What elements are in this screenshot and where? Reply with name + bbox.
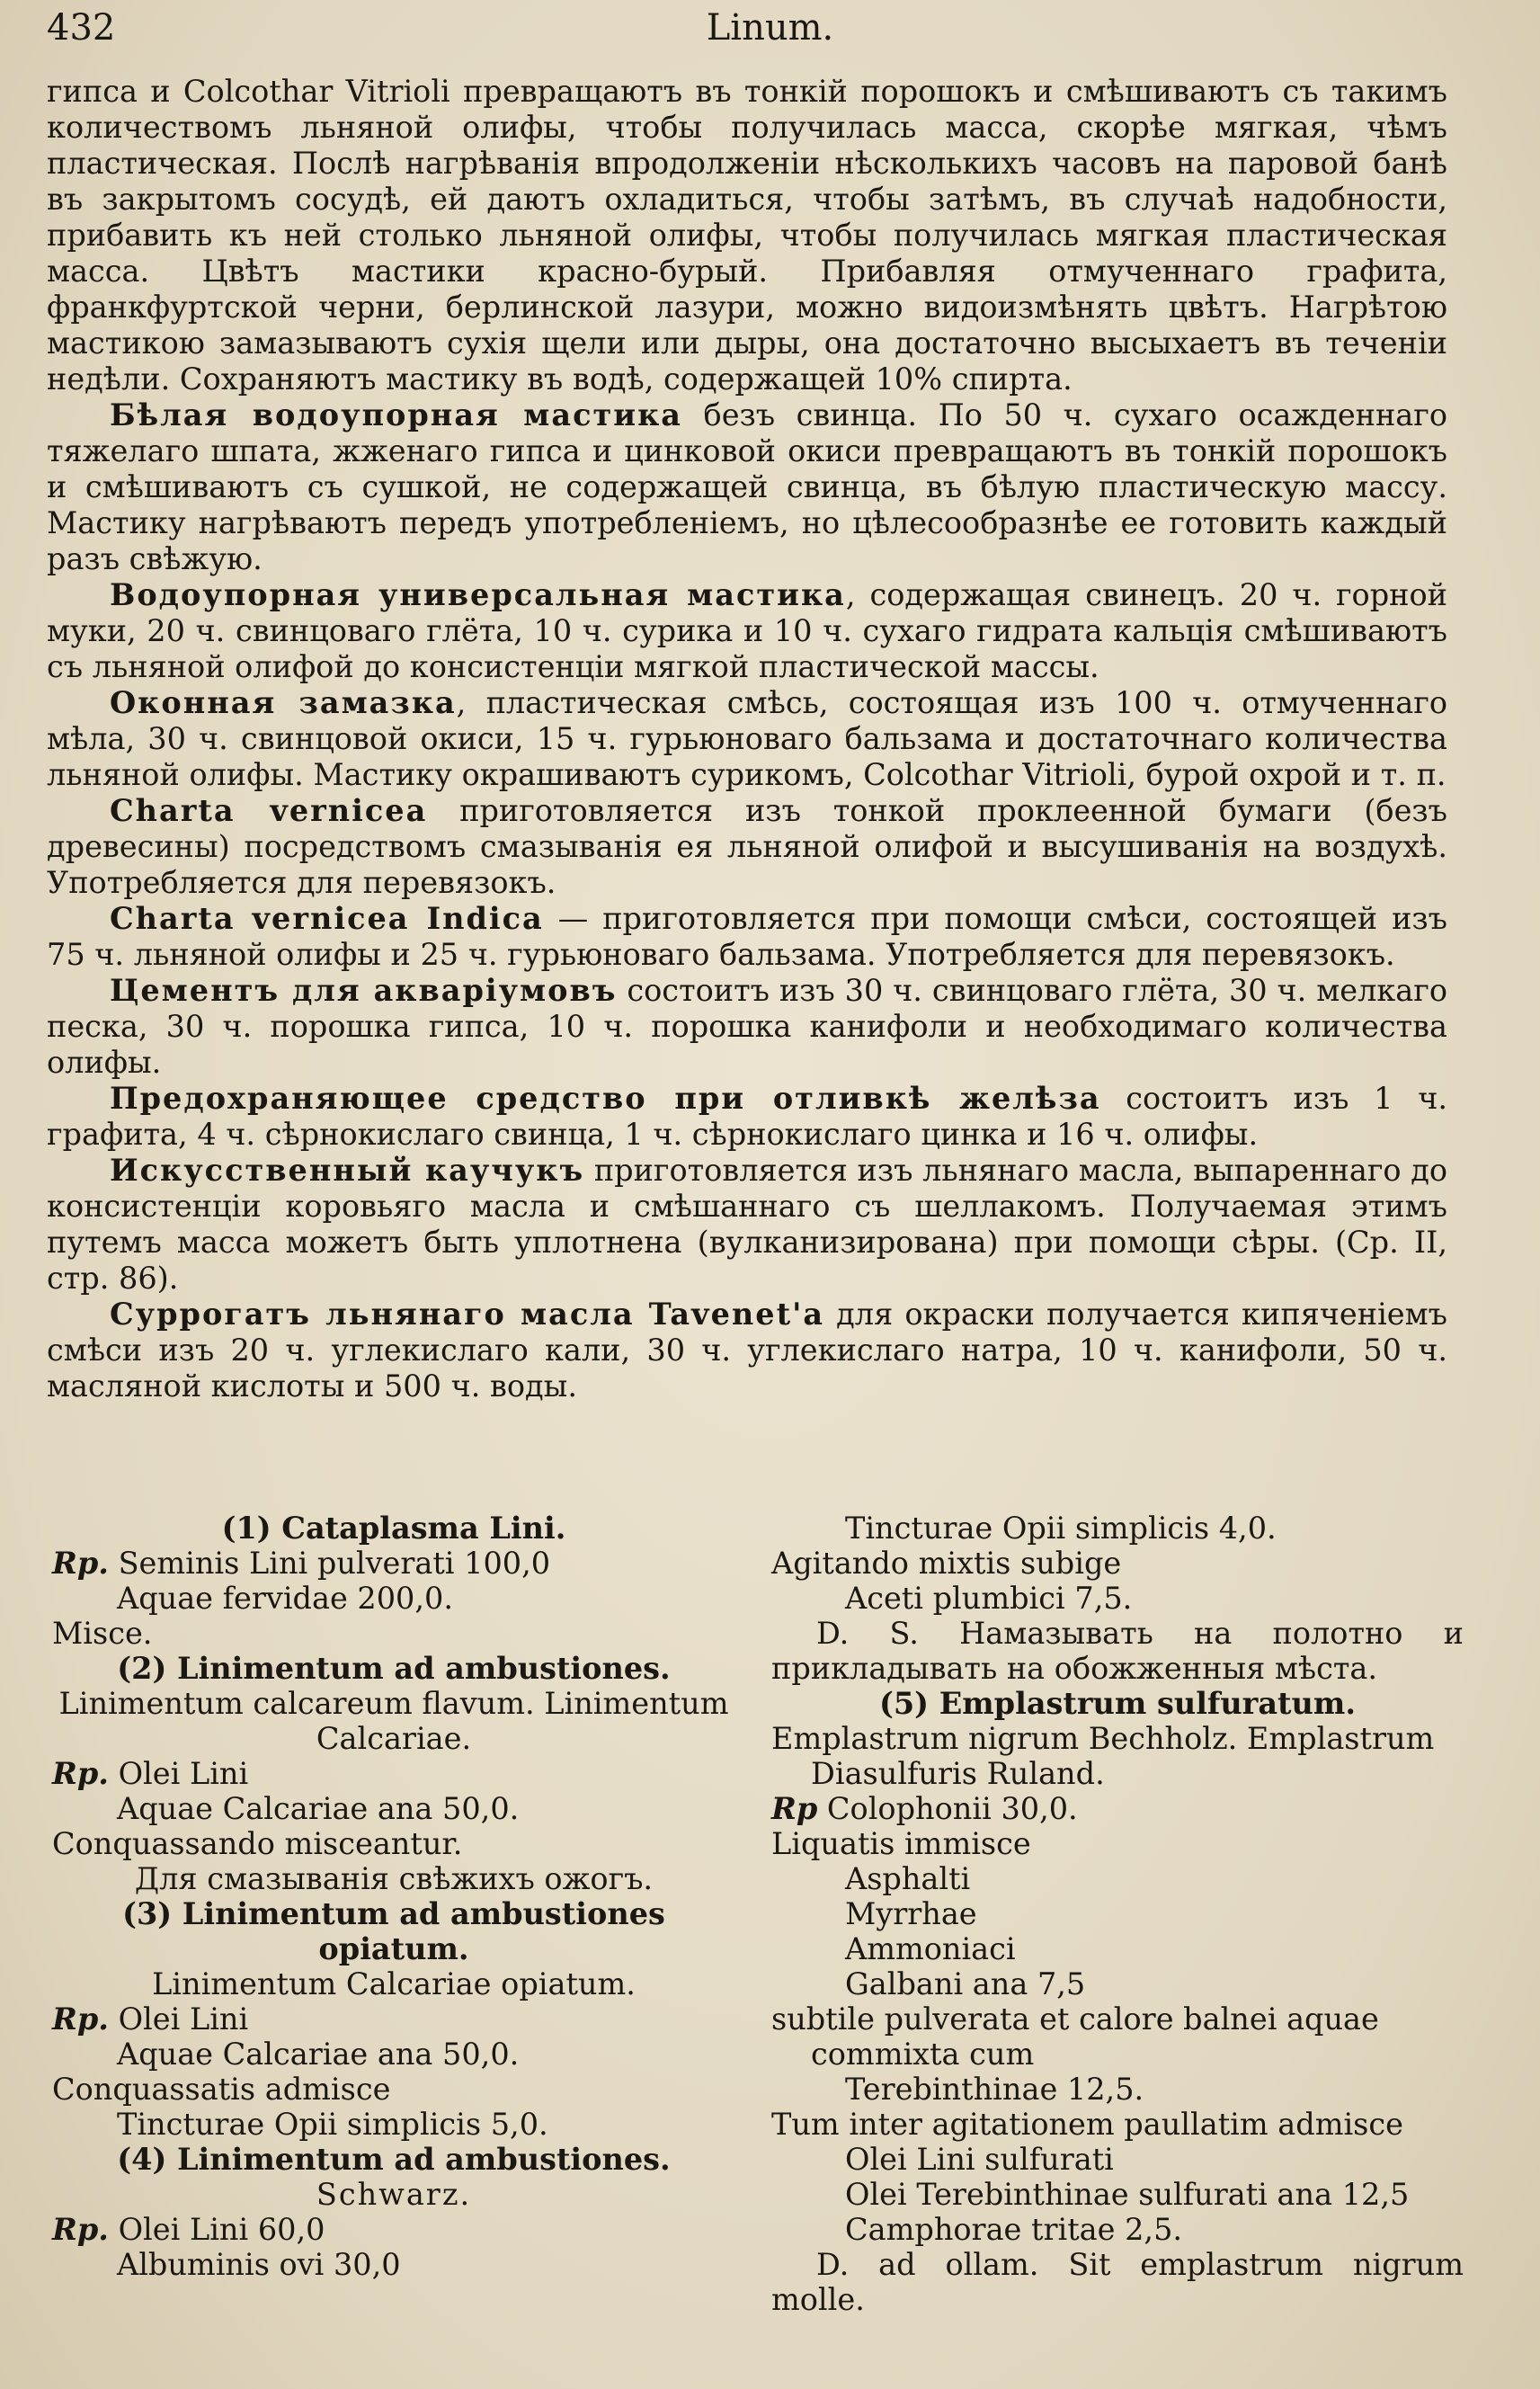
paragraph-text: приготовляется изъ льнянаго масла, выпареннаго до консистенціи коровьяго масла и смѣшаннаго съ шеллакомъ. Получаемая этимъ путемъ масса можетъ быть уплотнена (вулканизирована) при помощи сѣры. (Ср. II, стр. 86). [47,1153,1447,1296]
paragraph [47,1081,1447,1153]
dispensing-instruction: D. ad ollam. Sit emplastrum nigrum molle. [771,2247,1464,2317]
recipe-synonym: Emplastrum nigrum Bechholz. Emplastrum Diasulfuris Ruland. [771,1721,1435,1791]
paragraph-text: приготовляется изъ тонкой проклеенной бумаги (безъ древесины) посредствомъ смазыванія ея льняной олифой и высушиванія на воздухѣ. Употребляется для перевязокъ. [47,793,1447,900]
instruction: Agitando mixtis subige [771,1546,1122,1581]
main-text [47,74,1447,1404]
ingredient: Aceti plumbici 7,5. [845,1581,1133,1616]
paragraph-text: , пластическая смѣсь, состоящая изъ 100 ч. отмученнаго мѣла, 30 ч. свинцовой окиси, 15 ч. гурьюноваго бальзама и достаточнаго количества льняной олифы. Мастику окрашиваютъ сурикомъ, Colcothar Vitrioli, бурой охрой и т. п. [47,685,1447,792]
ingredient: Myrrhae [845,1896,977,1931]
entry-term: Водоупорная универсальная мастика [110,577,846,612]
instruction: Conquassatis admisce [52,2072,391,2107]
ingredient: Terebinthinae 12,5. [845,2072,1144,2107]
paragraph [47,74,1447,397]
paragraph-text: состоитъ изъ 30 ч. свинцоваго глёта, 30 ч. мелкаго песка, 30 ч. порошка гипса, 10 ч. порошка канифоли и необходимаго количества олифы. [47,973,1447,1080]
recipe-synonym: Linimentum Calcariae opiatum. [152,1966,636,2001]
paragraph [47,1297,1447,1404]
ingredient: Aquae fervidae 200,0. [117,1581,453,1616]
recipes-left-column [52,1511,735,2282]
ingredient: Aquae Calcariae ana 50,0. [117,1791,520,1826]
ingredient: Albuminis ovi 30,0 [117,2247,401,2282]
entry-term: Charta vernicea [110,793,428,828]
paragraph [47,577,1447,685]
rp-mark: Rp. [52,1756,109,1791]
rp-mark: Rp. [52,2001,109,2037]
page-number: 432 [47,7,116,49]
ingredient: Camphorae tritae 2,5. [845,2212,1183,2247]
recipes-right-column [771,1511,1464,2317]
ingredient: Tincturae Opii simplicis 5,0. [117,2107,548,2142]
entry-term: Предохраняющее средство при отливкѣ желѣза [110,1081,1101,1116]
paragraph-text: состоитъ изъ 1 ч. графита, 4 ч. сѣрнокислаго свинца, 1 ч. сѣрнокислаго цинка и 16 ч. олифы. [47,1081,1447,1152]
ingredient: Olei Terebinthinae sulfurati ana 12,5 [845,2177,1410,2212]
instruction: Conquassando misceantur. [52,1826,463,1861]
instruction: subtile pulverata et calore balnei aquae commixta cum [771,2001,1379,2072]
paragraph [47,1153,1447,1297]
recipe-title: (5) Emplastrum sulfuratum. [879,1686,1356,1721]
paragraph-text: — приготовляется при помощи смѣси, состоящей изъ 75 ч. льняной олифы и 25 ч. гурьюноваго бальзама. Употребляется для перевязокъ. [47,901,1447,972]
ingredient: Aquae Calcariae ana 50,0. [117,2037,520,2072]
instruction: Liquatis immisce [771,1826,1031,1861]
rp-mark: Rp. [52,2212,109,2247]
ingredient: Colophonii 30,0. [826,1791,1078,1826]
paragraph [47,793,1447,901]
ingredient: Galbani ana 7,5 [845,1966,1086,2001]
entry-term: Цементъ для акваріумовъ [110,973,618,1008]
recipe-line [771,1791,1464,1826]
page-header [47,7,1493,61]
paragraph-text: гипса и Colcothar Vitrioli превращаютъ въ тонкій порошокъ и смѣшиваютъ съ такимъ количествомъ льняной олифы, чтобы получилась масса, скорѣе мягкая, чѣмъ пластическая. Послѣ нагрѣванія впродолженіи нѣсколькихъ часовъ на паровой банѣ въ закрытомъ сосудѣ, ей даютъ охладиться, чтобы затѣмъ, въ случаѣ надобности, прибавить къ ней столько льняной олифы, чтобы получилась мягкая пластическая масса. Цвѣтъ мастики красно-бурый. Прибавляя отмученнаго графита, франкфуртской черни, берлинской лазури, можно видоизмѣнять цвѣтъ. Нагрѣтою мастикою замазываютъ сухія щели или дыры, она достаточно высыхаетъ въ теченіи недѣли. Сохраняютъ мастику въ водѣ, содержащей 10% спирта. [47,74,1447,397]
ingredient: Tincturae Opii simplicis 4,0. [845,1511,1277,1546]
ingredient: Seminis Lini pulverati 100,0 [118,1546,551,1581]
paragraph-text: безъ свинца. По 50 ч. сухаго осажденнаго тяжелаго шпата, жженаго гипса и цинковой окиси превращаютъ въ тонкій порошокъ и смѣшиваютъ съ сушкой, не содержащей свинца, въ бѣлую пластическую массу. Мастику нагрѣваютъ передъ употребленіемъ, но цѣлесообразнѣе ее готовить каждый разъ свѣжую. [47,397,1447,576]
rp-mark: Rp. [52,1546,109,1581]
entry-term: Искусственный каучукъ [110,1153,585,1188]
recipe-line [52,1756,735,1791]
ingredient: Ammoniaci [845,1931,1016,1966]
recipe-title: (1) Cataplasma Lini. [221,1511,566,1546]
dispensing-instruction: D. S. Намазывать на полотно и прикладывать на обожженныя мѣста. [771,1616,1464,1686]
paragraph-text: для окраски получается кипяченіемъ смѣси изъ 20 ч. углекислаго кали, 30 ч. углекислаго натра, 10 ч. канифоли, 50 ч. масляной кислоты и 500 ч. воды. [47,1297,1447,1404]
entry-term: Charta vernicea Indica [110,901,544,936]
instruction: Misce. [52,1616,153,1651]
recipe-title: (4) Linimentum ad ambustiones. [117,2142,671,2177]
ingredient: Olei Lini [118,1756,249,1791]
entry-term: Бѣлая водоупорная мастика [110,397,683,432]
entry-term: Суррогатъ льнянаго масла Tavenet'а [110,1297,825,1332]
rp-mark: Rp [771,1791,818,1826]
paragraph [47,685,1447,793]
running-head: Linum. [706,7,834,49]
recipe-synonym: Linimentum calcareum flavum. Linimentum Calcariae. [58,1686,729,1756]
ingredient: Olei Lini sulfurati [845,2142,1114,2177]
recipe-line [52,1546,735,1581]
recipe-title: (2) Linimentum ad ambustiones. [117,1651,671,1686]
recipe-title: (3) Linimentum ad ambustiones opiatum. [122,1896,665,1966]
recipe-line [52,2001,735,2037]
ingredient: Olei Lini [118,2001,249,2037]
ingredient: Asphalti [845,1861,971,1896]
paragraph-text: , содержащая свинецъ. 20 ч. горной муки, 20 ч. свинцоваго глёта, 10 ч. сурика и 10 ч. сухаго гидрата кальція смѣшиваютъ съ льняной олифой до консистенціи мягкой пластической массы. [47,577,1447,684]
recipe-line [52,2212,735,2247]
ingredient: Olei Lini 60,0 [118,2212,325,2247]
recipe-author: Schwarz. [316,2177,472,2212]
entry-term: Оконная замазка [110,685,457,720]
paragraph [47,973,1447,1081]
instruction: Tum inter agitationem paullatim admisce [771,2107,1403,2142]
paragraph [47,901,1447,973]
paragraph [47,397,1447,577]
recipe-note: Для смазыванія свѣжихъ ожогъ. [134,1861,654,1896]
